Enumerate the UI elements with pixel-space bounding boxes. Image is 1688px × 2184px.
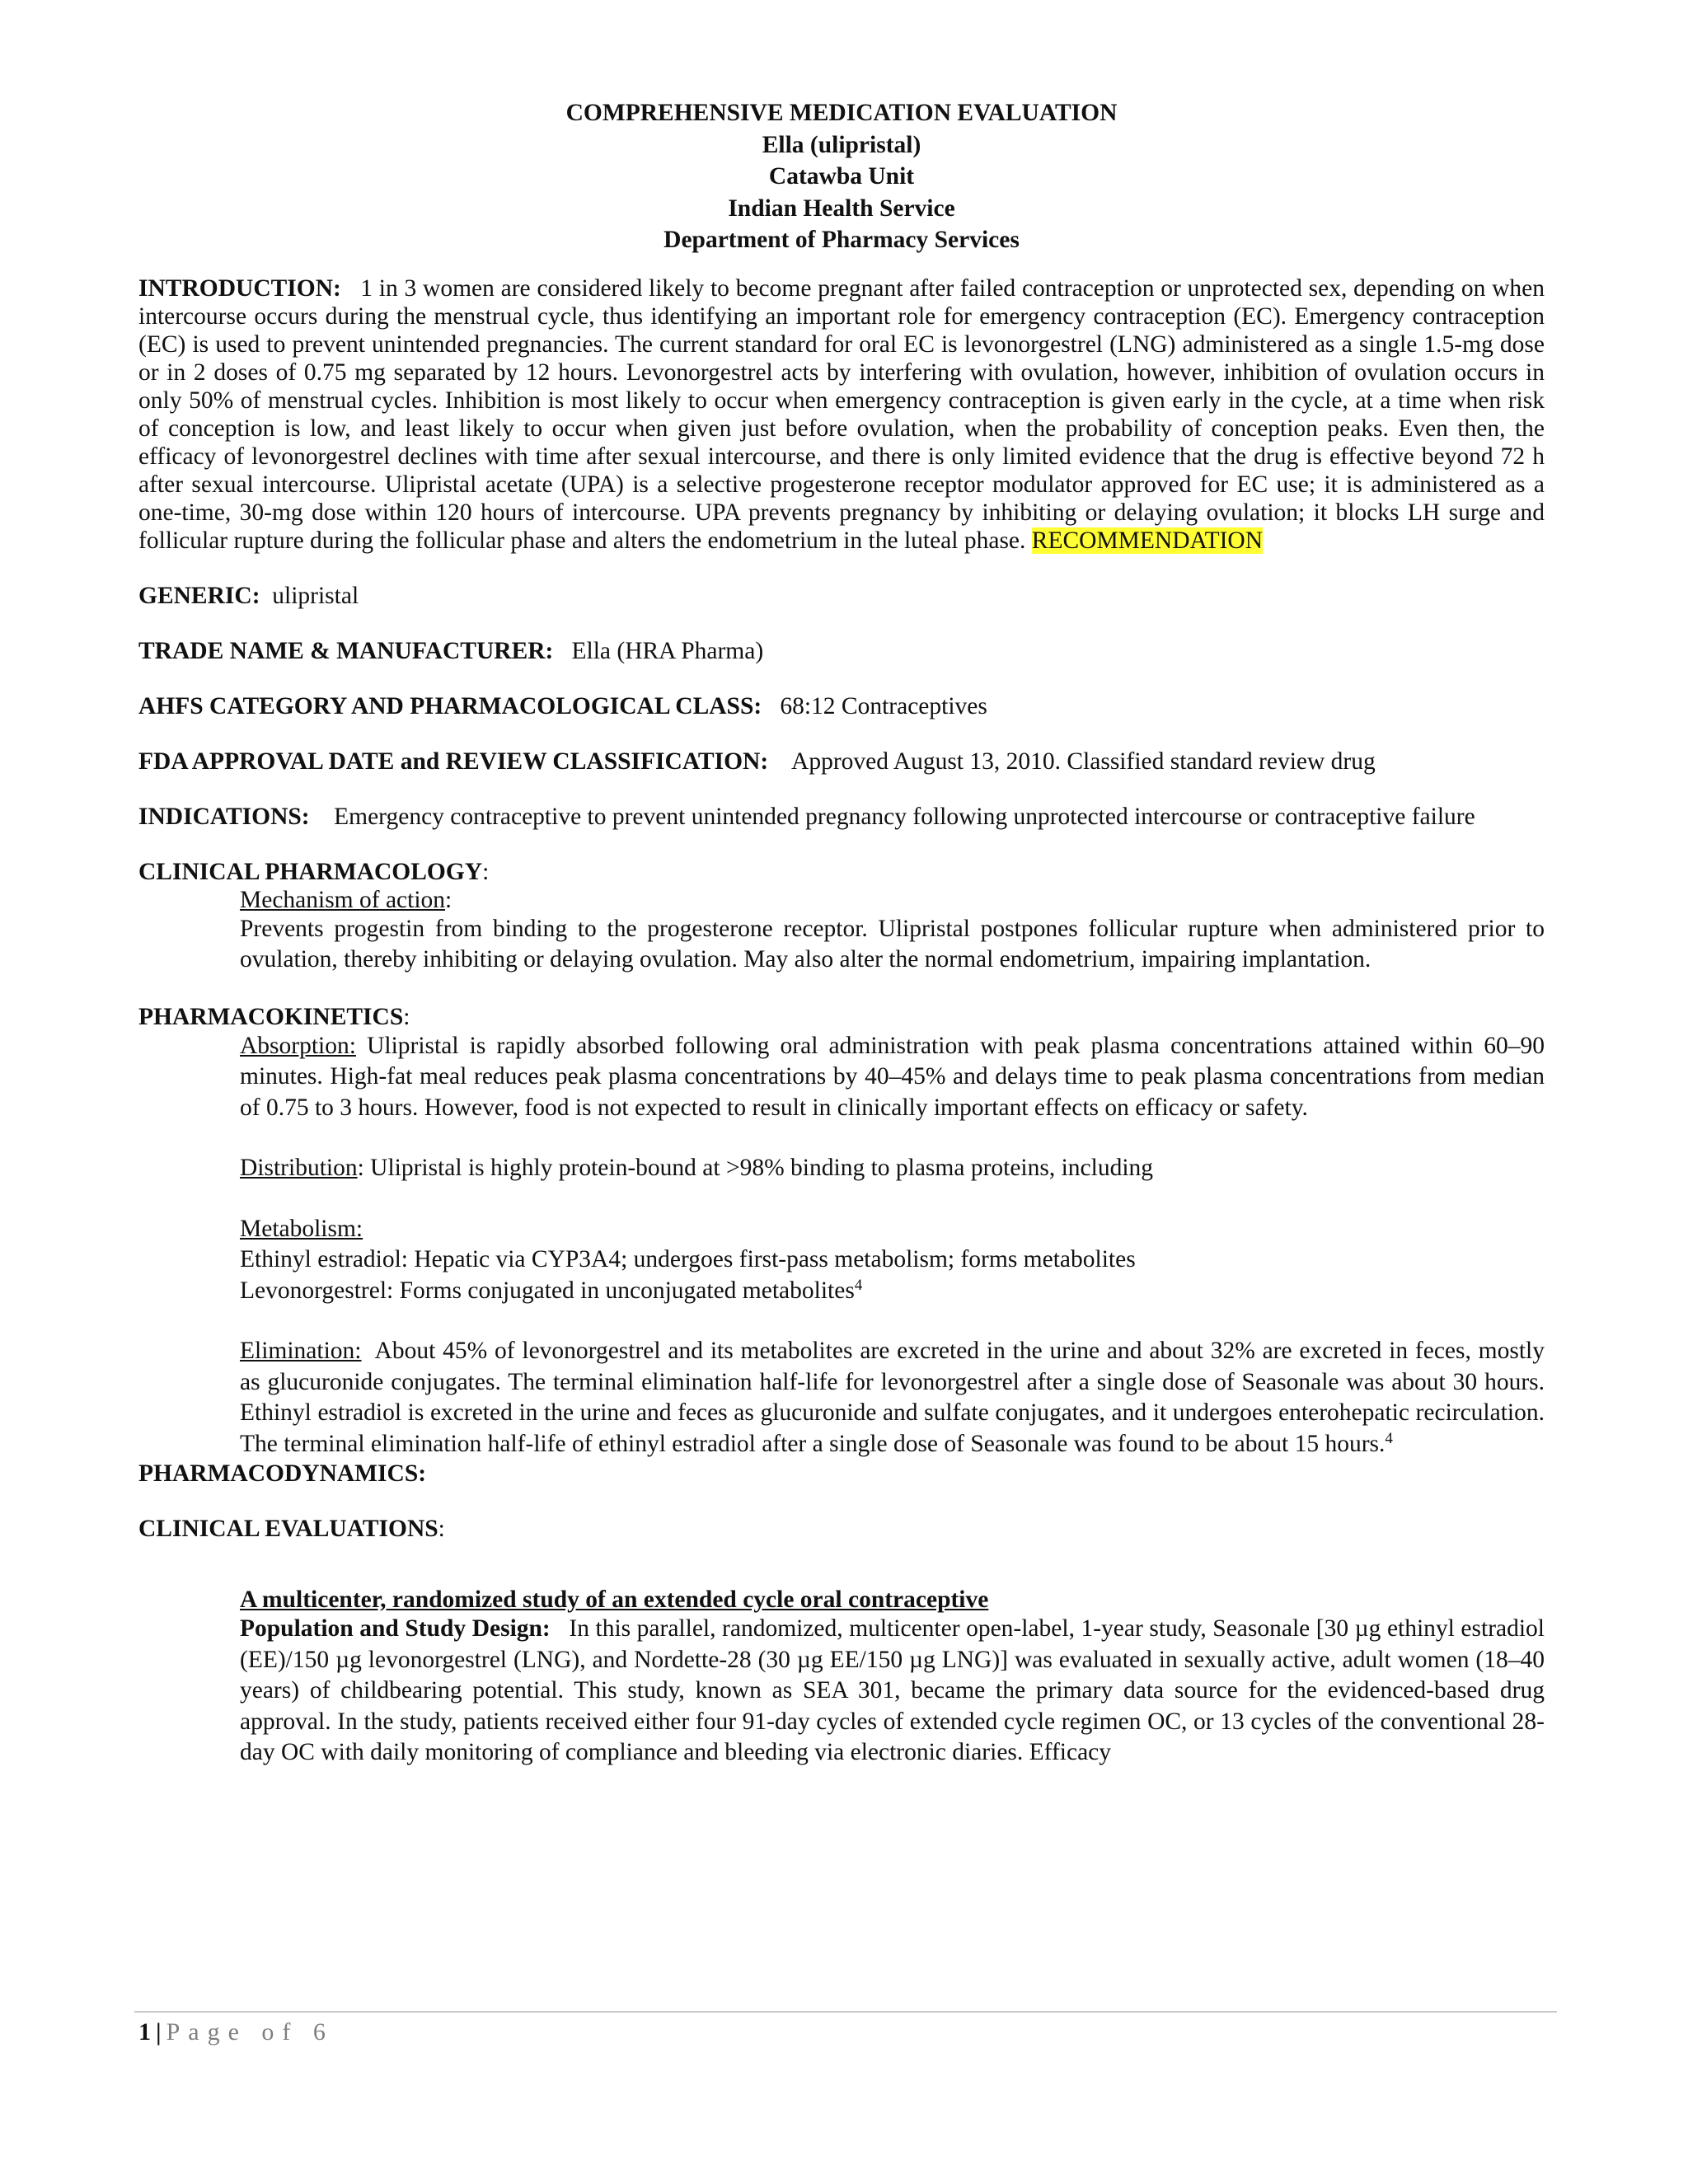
clinical-pharmacology-heading xyxy=(138,858,1545,886)
metabolism-reference: 4 xyxy=(854,1276,863,1294)
generic-section xyxy=(138,582,1545,610)
fda-approval-section xyxy=(138,748,1545,776)
clinical-pharmacology-colon: : xyxy=(482,858,490,885)
ahfs-label: AHFS CATEGORY AND PHARMACOLOGICAL CLASS: xyxy=(138,692,762,719)
pharmacokinetics-colon: : xyxy=(403,1003,410,1030)
clinical-evaluations-label: CLINICAL EVALUATIONS xyxy=(138,1516,438,1542)
study-design-paragraph xyxy=(138,1614,1545,1769)
study-title-line xyxy=(138,1586,1545,1614)
absorption-text: Ulipristal is rapidly absorbed following oral administration with peak plasma concentrations attained within 60–90 minutes. High-fat meal reduces peak plasma concentrations by 40–45% and delays time to peak plasma concentrations from median of 0.75 to 3 hours. However, food is not expected to result in clinically important effects on efficacy or safety. xyxy=(240,1032,1545,1121)
trade-name-label: TRADE NAME & MANUFACTURER: xyxy=(138,637,554,664)
pharmacodynamics-heading xyxy=(138,1460,1545,1488)
pharmacokinetics-heading xyxy=(138,1003,1545,1031)
distribution-label: Distribution xyxy=(240,1155,358,1181)
document-title: COMPREHENSIVE MEDICATION EVALUATION xyxy=(565,100,1118,126)
indications-value: Emergency contraceptive to prevent unintended pregnancy following unprotected intercourse or contraceptive failure xyxy=(334,803,1475,830)
drug-title: Ella (ulipristal) xyxy=(762,131,921,158)
page-footer xyxy=(138,2016,334,2049)
metabolism-heading xyxy=(138,1214,1545,1245)
document-title-block xyxy=(138,97,1545,256)
unit-name: Catawba Unit xyxy=(768,163,915,190)
elimination-text: About 45% of levonorgestrel and its metabolites are excreted in the urine and about 32% are excreted in feces, mostly as glucuronide conjugates. The terminal elimination half-life for levonorgestrel after a single dose of Seasonale was about 30 hours. Ethinyl estradiol is excreted in the urine and feces as glucuronide and sulfate conjugates, and it undergoes enterohepatic recirculation. The terminal elimination half-life of ethinyl estradiol after a single dose of Seasonale was found to be about 15 hours. xyxy=(240,1338,1545,1457)
indications-label: INDICATIONS: xyxy=(138,803,310,830)
pharmacokinetics-label: PHARMACOKINETICS xyxy=(138,1003,404,1030)
ahfs-section xyxy=(138,692,1545,720)
clinical-evaluations-heading xyxy=(138,1515,1545,1543)
footer-separator: | xyxy=(156,2018,162,2046)
ahfs-value: 68:12 Contraceptives xyxy=(780,692,987,719)
indications-section xyxy=(138,803,1545,831)
elimination-paragraph xyxy=(138,1336,1545,1460)
pharmacodynamics-label: PHARMACODYNAMICS: xyxy=(138,1460,427,1487)
recommendation-link[interactable]: RECOMMENDATION xyxy=(1031,527,1264,554)
mechanism-of-action-label: Mechanism of action xyxy=(240,886,446,913)
study-design-text: In this parallel, randomized, multicenter open-label, 1-year study, Seasonale [30 µg ethinyl estradiol (EE)/150 µg levonorgestrel (LNG), and Nordette-28 (30 µg EE/150 µg LNG)] was evaluated in sexually active, adult women (18–40 years) of childbearing potential. This study, known as SEA 301, became the primary data source for the evidenced-based drug approval. In the study, patients received either four 91-day cycles of extended cycle regimen OC, or 13 cycles of the conventional 28-day OC with daily monitoring of compliance and bleeding via electronic diaries. Efficacy xyxy=(240,1615,1545,1765)
mechanism-of-action-heading xyxy=(138,886,1545,914)
mechanism-of-action-text: Prevents progestin from binding to the progesterone receptor. Ulipristal postpones follicular rupture when administered prior to ovulation, thereby inhibiting or delaying ovulation. May also alter the normal endometrium, impairing implantation. xyxy=(240,915,1545,972)
introduction-label: INTRODUCTION: xyxy=(138,274,341,302)
generic-value: ulipristal xyxy=(272,582,359,609)
elimination-label: Elimination: xyxy=(240,1338,362,1364)
elimination-reference: 4 xyxy=(1385,1429,1393,1447)
document-page xyxy=(138,97,1545,1769)
distribution-text: : Ulipristal is highly protein-bound at >98% binding to plasma proteins, including xyxy=(357,1155,1154,1181)
page-count-text: Page of 6 xyxy=(166,2018,334,2046)
metabolism-levonorgestrel-text: Levonorgestrel: Forms conjugated in unconjugated metabolites xyxy=(240,1277,855,1304)
metabolism-line-levonorgestrel xyxy=(138,1276,1545,1307)
metabolism-label: Metabolism: xyxy=(240,1215,363,1242)
clinical-pharmacology-label: CLINICAL PHARMACOLOGY xyxy=(138,858,483,885)
study-title: A multicenter, randomized study of an extended cycle oral contraceptive xyxy=(240,1586,989,1613)
clinical-evaluations-colon: : xyxy=(438,1516,445,1542)
footer-divider xyxy=(134,2011,1557,2013)
metabolism-line-ethinyl: Ethinyl estradiol: Hepatic via CYP3A4; undergoes first-pass metabolism; forms metabolites xyxy=(240,1246,1136,1272)
absorption-label: Absorption: xyxy=(240,1032,356,1059)
fda-approval-value: Approved August 13, 2010. Classified standard review drug xyxy=(791,748,1376,775)
page-number: 1 xyxy=(138,2018,151,2046)
distribution-paragraph xyxy=(138,1153,1545,1184)
mechanism-of-action-colon: : xyxy=(445,886,452,913)
study-design-label: Population and Study Design: xyxy=(240,1615,551,1642)
introduction-text: 1 in 3 women are considered likely to become pregnant after failed contraception or unprotected sex, depending on when intercourse occurs during the menstrual cycle, thus identifying an important role for emergency contraception (EC). Emergency contraception (EC) is used to prevent unintended pregnancies. The current standard for oral EC is levonorgestrel (LNG) administered as a single 1.5-mg dose or in 2 doses of 0.75 mg separated by 12 hours. Levonorgestrel acts by interfering with ovulation, however, inhibition of ovulation occurs in only 50% of menstrual cycles. Inhibition is most likely to occur when emergency contraception is given early in the cycle, at a time when risk of conception is low, and least likely to occur when given just before ovulation, when the probability of conception peaks. Even then, the efficacy of levonorgestrel declines with time after sexual intercourse, and there is only limited evidence that the drug is effective beyond 72 h after sexual intercourse. Ulipristal acetate (UPA) is a selective progesterone receptor modulator approved for EC use; it is administered as a one-time, 30-mg dose within 120 hours of intercourse. UPA prevents pregnancy by inhibiting or delaying ovulation; it blocks LH surge and follicular rupture during the follicular phase and alters the endometrium in the luteal phase. xyxy=(138,274,1545,554)
absorption-paragraph xyxy=(138,1031,1545,1124)
trade-name-section xyxy=(138,637,1545,665)
generic-label: GENERIC: xyxy=(138,582,260,609)
department-name: Department of Pharmacy Services xyxy=(663,227,1020,253)
introduction-section xyxy=(138,274,1545,555)
fda-approval-label: FDA APPROVAL DATE and REVIEW CLASSIFICATION: xyxy=(138,748,769,775)
trade-name-value: Ella (HRA Pharma) xyxy=(571,637,764,664)
agency-name: Indian Health Service xyxy=(728,194,955,222)
